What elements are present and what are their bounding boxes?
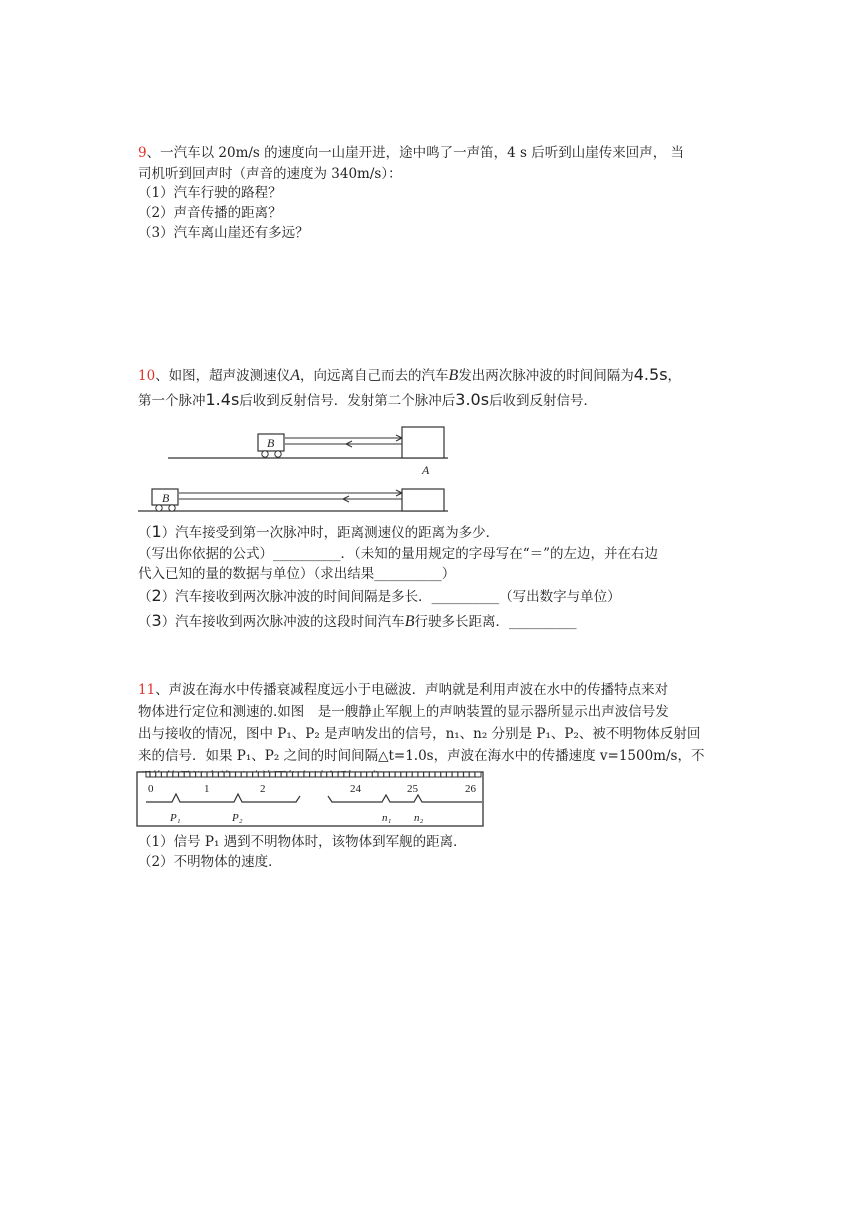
pulse-label-p1: P₁ — [170, 812, 181, 824]
scale-label-0: 0 — [148, 783, 154, 795]
q11-item-2: （2）不明物体的速度． — [138, 854, 282, 870]
top-car-label: B — [267, 436, 275, 450]
top-wave-arrows — [285, 435, 402, 447]
q10-sub-1-line-3: 代入已知的量的数据与单位）（求出结果__________） — [138, 566, 456, 582]
q10-number: 10 — [138, 368, 156, 384]
display-frame — [137, 772, 483, 826]
bottom-wave-arrows — [179, 490, 402, 502]
q9-item-1: （1）汽车行驶的路程？ — [138, 185, 282, 201]
sonar-display-figure — [136, 770, 484, 828]
bottom-car-label: B — [162, 491, 170, 505]
q9-number: 9 — [138, 145, 147, 161]
q11-line-4: 来的信号．如果 P₁、P₂ 之间的时间间隔△t=1.0s，声波在海水中的传播速度 v=1500m/s，不 — [138, 748, 705, 764]
q10-sub-1-line-1: （1）汽车接受到第一次脉冲时，距离测速仪的距离为多少． — [138, 522, 500, 541]
q10-sub-3: （3）汽车接收到两次脉冲波的这段时间汽车B行驶多长距离．__________ — [138, 611, 577, 630]
scale-label-24: 24 — [350, 783, 361, 795]
scale-label-25: 25 — [407, 783, 418, 795]
pulse-label-n1: n₁ — [382, 812, 392, 824]
scale-label-1: 1 — [204, 783, 210, 795]
q11-line-1: 11、声波在海水中传播衰减程度远小于电磁波．声呐就是利用声波在水中的传播特点来对 — [138, 682, 669, 698]
q10-sub-1-line-2: （写出你依据的公式）__________．（未知的量用规定的字母写在“＝”的左边，并在右边 — [138, 546, 659, 562]
device-label: A — [422, 463, 430, 477]
q11-item-1: （1）信号 P₁ 遇到不明物体时，该物体到军舰的距离． — [138, 834, 467, 850]
q11-number: 11 — [138, 682, 156, 698]
scale-strip — [146, 772, 481, 777]
q10-sub-2: （2）汽车接收到两次脉冲波的时间间隔是多长．__________（写出数字与单位） — [138, 586, 621, 605]
bottom-device-block — [402, 489, 444, 511]
q9-line-2: 司机听到回声时（声音的速度为 340m/s）： — [138, 166, 402, 182]
scale-label-26: 26 — [465, 783, 476, 795]
pulse-label-n2: n₂ — [414, 812, 424, 824]
q9-item-2: （2）声音传播的距离？ — [138, 205, 282, 221]
q9-item-3: （3）汽车离山崖还有多远？ — [138, 225, 309, 241]
speed-measure-figure — [130, 400, 460, 522]
q9-line-1: 9、一汽车以 20m/s 的速度向一山崖开进，途中鸣了一声笛，4 s 后听到山崖传来回声， 当 — [138, 145, 685, 161]
q10-line-2: 第一个脉冲1.4s后收到反射信号．发射第二个脉冲后3.0s后收到反射信号． — [138, 390, 598, 409]
q11-line-2: 物体进行定位和测速的.如图 是一艘静止军舰上的声呐装置的显示器所显示出声波信号发 — [138, 704, 669, 720]
q11-line-3: 出与接收的情况，图中 P₁、P₂ 是声呐发出的信号，n₁、n₂ 分别是 P₁、P₂、被不明物体反射回 — [138, 726, 701, 742]
scale-label-2: 2 — [260, 783, 266, 795]
top-device-block — [402, 427, 444, 458]
q10-line-1: 10、如图，超声波测速仪A，向远离自己而去的汽车B发出两次脉冲波的时间间隔为4.5s， — [138, 365, 682, 384]
pulse-label-p2: P₂ — [232, 812, 243, 824]
